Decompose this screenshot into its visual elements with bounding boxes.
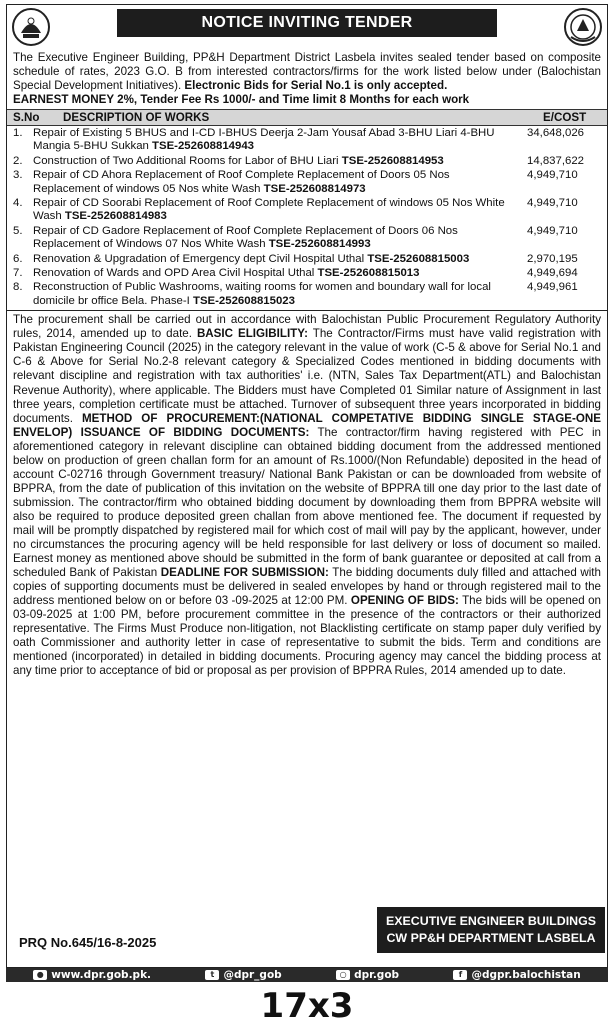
tender-id: TSE-252608814993 bbox=[268, 238, 371, 251]
electronic-bids-note: Electronic Bids for Serial No.1 is only accepted. bbox=[184, 79, 448, 92]
table-row bbox=[13, 281, 601, 308]
facebook-link[interactable]: f @dgpr.balochistan bbox=[453, 969, 580, 981]
row-cost: 2,970,195 bbox=[527, 252, 578, 265]
row-number: 6. bbox=[13, 252, 23, 265]
issuing-authority bbox=[377, 907, 605, 953]
instagram-link[interactable]: ○ dpr.gob bbox=[336, 969, 399, 981]
row-cost: 4,949,710 bbox=[527, 169, 578, 182]
method-of-procurement-heading: METHOD OF PROCUREMENT:(NATIONAL COMPETATIVE BIDDING SINGLE STAGE-ONE ENVELOP) ISSUANCE OF BIDDING DOCUMENTS: bbox=[13, 411, 601, 439]
works-list bbox=[7, 126, 607, 308]
tender-id: TSE-252608815013 bbox=[317, 267, 420, 280]
row-description: Construction of Two Additional Rooms for Labor of BHU Liari TSE-252608814953 bbox=[33, 154, 444, 167]
twitter-icon: t bbox=[205, 970, 219, 980]
website-link[interactable]: ● www.dpr.gob.pk. bbox=[33, 969, 151, 981]
table-row bbox=[13, 253, 601, 266]
col-description: DESCRIPTION OF WORKS bbox=[63, 111, 210, 124]
row-cost: 34,648,026 bbox=[527, 127, 585, 139]
department-emblem-icon bbox=[563, 7, 603, 47]
globe-icon: ● bbox=[33, 970, 47, 980]
row-description: Renovation of Wards and OPD Area Civil Hospital Uthal TSE-252608815013 bbox=[33, 267, 420, 280]
earnest-money-note: EARNEST MONEY 2%, Tender Fee Rs 1000/- and Time limit 8 Months for each work bbox=[13, 93, 470, 106]
table-row bbox=[13, 267, 601, 280]
deadline-heading: DEADLINE FOR SUBMISSION: bbox=[160, 566, 329, 580]
intro-paragraph: The Executive Engineer Building, PP&H Department District Lasbela invites sealed tender based on composite schedule of rates, 2023 G.O. B from interested contractors/firms for the work listed below under (Balochistan Special Development Initiatives). Electronic Bids for Serial No.1 is only accepted. EARNEST MONEY 2%, Tender Fee Rs 1000/- and Time limit 8 Months for each work bbox=[13, 51, 601, 106]
tender-id: TSE-252608814953 bbox=[341, 154, 444, 167]
tender-id: TSE-252608815003 bbox=[367, 252, 470, 265]
row-number: 4. bbox=[13, 197, 23, 210]
tender-id: TSE-252608815023 bbox=[192, 294, 295, 307]
row-number: 2. bbox=[13, 154, 23, 167]
row-description: Reconstruction of Public Washrooms, waiting rooms for women and boundary wall for local domicile br office Bela. Phase-I TSE-252608815023 bbox=[33, 281, 491, 307]
row-description: Repair of Existing 5 BHUS and I-CD I-BHUS Deerja 2-Jam Yousaf Abad 3-BHU Liari 4-BHU Mangia 5-BHU Sukkan TSE-252608814943 bbox=[33, 127, 495, 153]
works-table-header bbox=[7, 109, 607, 126]
table-row bbox=[13, 169, 601, 196]
table-row bbox=[13, 197, 601, 224]
row-description: Repair of CD Gadore Replacement of Roof Complete Replacement of Doors 06 Nos Replacement of Windows 07 Nos White Wash TSE-252608814993 bbox=[33, 224, 458, 251]
notice-title: NOTICE INVITING TENDER bbox=[117, 9, 497, 37]
notice-header bbox=[7, 5, 607, 49]
row-number: 8. bbox=[13, 281, 23, 294]
table-row bbox=[13, 225, 601, 252]
twitter-link[interactable]: t @dpr_gob bbox=[205, 969, 281, 981]
ad-size: 17x3 bbox=[260, 986, 354, 1026]
authority-line-1: EXECUTIVE ENGINEER BUILDINGS bbox=[386, 914, 596, 928]
row-cost: 14,837,622 bbox=[527, 154, 585, 167]
row-cost: 4,949,710 bbox=[527, 224, 578, 237]
social-bar bbox=[6, 968, 608, 982]
notice-footer bbox=[7, 905, 607, 963]
col-cost: E/COST bbox=[543, 111, 587, 124]
table-row bbox=[13, 155, 601, 168]
row-number: 7. bbox=[13, 267, 23, 280]
tender-id: TSE-252608814973 bbox=[263, 182, 366, 195]
row-number: 3. bbox=[13, 169, 23, 182]
row-description: Repair of CD Soorabi Replacement of Roof Complete Replacement of windows 05 Nos White Wash TSE-252608814983 bbox=[33, 197, 505, 223]
government-emblem-icon bbox=[11, 7, 51, 47]
terms-paragraph: The procurement shall be carried out in accordance with Balochistan Public Procurement Regulatory Authority rules, 2014, amended up to date. BASIC ELIGIBILITY: The Contractor/Firms must have valid registration with Pakistan Engineering Council (2025) in the category relevant in the value of work (C-5 & above for Serial No.1 and C-6 & Above for Serial No.2-8 relevant category & Specialized Codes mentioned in bidding documents with relevant discipline and registration with tax authorities' i.e. (NTN, Sales Tax Department(ATL) and Balochistan Revenue Authority), where applicable. The Bidders must have Completed 01 Similar nature of Assignment in last three years, completion certificate must be attached. Turnover of subsequent three years incorporated in bidding documents. METHOD OF PROCUREMENT:(NATIONAL COMPETATIVE BIDDING SINGLE STAGE-ONE ENVELOP) ISSUANCE OF BIDDING DOCUMENTS: The contractor/firm having registered with PEC in aforementioned category in relevant discipline can obtained bidding document from the addressed mentioned below on production of green challan form for an amount of Rs.1000/(Non Refundable) deposited in the head of account C-02716 through Government treasury/ National Bank Pakistan or can be downloaded from website of BPPRA, from the date of publication of this invitation on the website of BPPRA till one day prior to the last date of submission. The contractor/firm who obtained bidding document by downloading them from BPPRA website will also be required to produce deposited green challan from above mentioned fee. The document if requested by mail will be promptly dispatched by registered mail for which cost of mail will pay by the applicant, however, under no circumstances the procuring agency will be held responsible for last delivery or loss of document so mailed. Earnest money as mentioned above should be submitted in the form of bank guarantee or deposited at call from a scheduled Bank of Pakistan DEADLINE FOR SUBMISSION: The bidding documents duly filled and attached with copies of supporting documents must be delivered in sealed envelopes by hand or through registered mail to the address mentioned below on or before 03 -09-2025 at 12:00 PM. OPENING OF BIDS: The bids will be opened on 03-09-2025 at 1:00 PM, before procurement committee in the presence of the contractors or their authorized representative. The Firms Must Produce non-litigation, not Blacklisting certificate on stamp paper duly verified by oath Commissioner and authority letter in case of representative to submit the bids. Term and conditions are mentioned (incorporated) in detailed in bidding documents. Procuring agency may cancel the bidding process at any time prior to acceptance of bid or proposal as per provision of BPPRA Rules, 2014 amended up to date. bbox=[7, 310, 607, 678]
row-description: Renovation & Upgradation of Emergency dept Civil Hospital Uthal TSE-252608815003 bbox=[33, 252, 470, 265]
tender-notice bbox=[6, 4, 608, 968]
tender-id: TSE-252608814983 bbox=[64, 210, 167, 223]
basic-eligibility-heading: BASIC ELIGIBILITY: bbox=[196, 327, 308, 341]
facebook-icon: f bbox=[453, 970, 467, 980]
row-number: 1. bbox=[13, 127, 23, 139]
col-sno: S.No bbox=[13, 111, 40, 124]
instagram-icon: ○ bbox=[336, 970, 350, 980]
tender-id: TSE-252608814943 bbox=[152, 140, 254, 153]
authority-line-2: CW PP&H DEPARTMENT LASBELA bbox=[386, 931, 596, 945]
opening-of-bids-heading: OPENING OF BIDS: bbox=[350, 594, 459, 608]
prq-number: PRQ No.645/16-8-2025 bbox=[19, 935, 157, 950]
row-cost: 4,949,710 bbox=[527, 197, 578, 210]
row-cost: 4,949,961 bbox=[527, 281, 578, 294]
table-row bbox=[13, 127, 601, 154]
row-cost: 4,949,694 bbox=[527, 267, 578, 280]
row-number: 5. bbox=[13, 224, 23, 237]
row-description: Repair of CD Ahora Replacement of Roof Complete Replacement of Doors 05 Nos Replacement of windows 05 Nos white Wash TSE-252608814973 bbox=[33, 169, 450, 195]
